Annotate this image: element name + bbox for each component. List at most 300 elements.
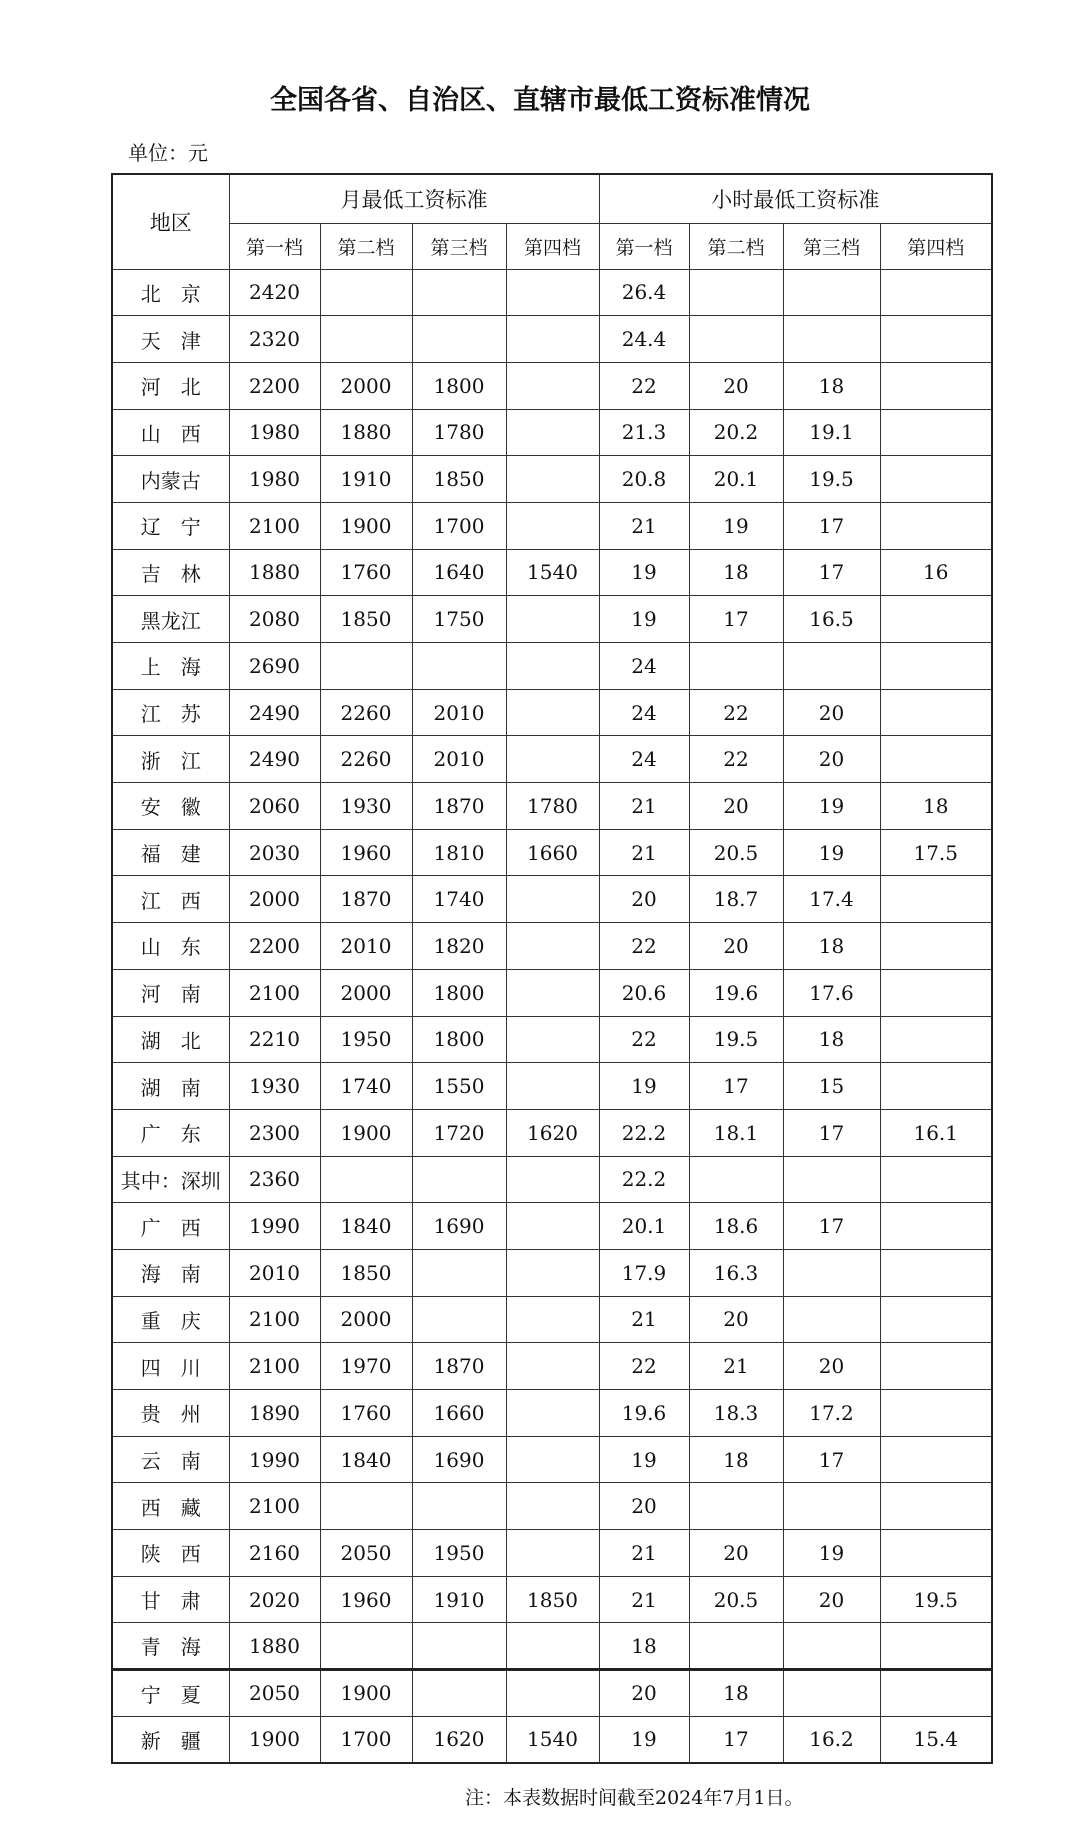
monthly-tier-2-cell: 1900 [320, 1109, 412, 1156]
hourly-tier-3-cell: 17 [783, 1436, 880, 1483]
table-row [112, 1156, 992, 1203]
table-row [112, 1063, 992, 1110]
region-cell: 宁 夏 [112, 1670, 229, 1717]
header-hourly: 小时最低工资标准 [599, 174, 992, 223]
hourly-tier-4-cell [880, 1343, 992, 1390]
hourly-tier-2-cell: 19.5 [689, 1016, 783, 1063]
footnote: 注：本表数据时间截至2024年7月1日。 [465, 1787, 804, 1809]
region-cell: 海 南 [112, 1249, 229, 1296]
unit-label: 单位：元 [128, 141, 208, 165]
hourly-tier-2-cell: 20 [689, 1530, 783, 1577]
monthly-tier-3-cell: 1820 [412, 923, 506, 970]
hourly-tier-2-cell: 18 [689, 1436, 783, 1483]
monthly-tier-3-cell: 1740 [412, 876, 506, 923]
monthly-tier-1-cell: 1980 [229, 409, 320, 456]
monthly-tier-3-cell: 1870 [412, 783, 506, 830]
monthly-tier-3-cell: 2010 [412, 736, 506, 783]
monthly-tier-1-cell: 2050 [229, 1670, 320, 1717]
monthly-tier-4-cell [506, 1670, 599, 1717]
hourly-tier-2-cell [689, 1156, 783, 1203]
hourly-tier-3-cell [783, 1156, 880, 1203]
monthly-tier-2-cell [320, 1483, 412, 1530]
monthly-tier-4-cell [506, 923, 599, 970]
table-row [112, 502, 992, 549]
monthly-tier-1-cell: 2000 [229, 876, 320, 923]
header-monthly-tier-1: 第一档 [229, 223, 320, 269]
monthly-tier-3-cell: 1690 [412, 1203, 506, 1250]
monthly-tier-3-cell [412, 316, 506, 363]
monthly-tier-2-cell: 2050 [320, 1530, 412, 1577]
monthly-tier-2-cell: 1900 [320, 502, 412, 549]
table-row [112, 269, 992, 316]
hourly-tier-2-cell: 20.2 [689, 409, 783, 456]
hourly-tier-2-cell: 17 [689, 1716, 783, 1763]
monthly-tier-2-cell: 1760 [320, 549, 412, 596]
hourly-tier-3-cell: 19 [783, 1530, 880, 1577]
hourly-tier-4-cell [880, 969, 992, 1016]
table-row [112, 1016, 992, 1063]
region-cell: 黑龙江 [112, 596, 229, 643]
monthly-tier-2-cell: 1700 [320, 1716, 412, 1763]
monthly-tier-1-cell: 2420 [229, 269, 320, 316]
monthly-tier-4-cell [506, 1249, 599, 1296]
monthly-tier-3-cell: 1810 [412, 829, 506, 876]
monthly-tier-4-cell [506, 362, 599, 409]
hourly-tier-1-cell: 21 [599, 829, 689, 876]
hourly-tier-1-cell: 22 [599, 923, 689, 970]
hourly-tier-3-cell [783, 1249, 880, 1296]
hourly-tier-3-cell: 17 [783, 1203, 880, 1250]
monthly-tier-4-cell: 1660 [506, 829, 599, 876]
hourly-tier-4-cell [880, 502, 992, 549]
monthly-tier-3-cell: 1910 [412, 1576, 506, 1623]
monthly-tier-1-cell: 2100 [229, 1343, 320, 1390]
region-cell: 陕 西 [112, 1530, 229, 1577]
monthly-tier-3-cell: 1850 [412, 456, 506, 503]
hourly-tier-2-cell: 22 [689, 736, 783, 783]
monthly-tier-3-cell [412, 643, 506, 690]
hourly-tier-4-cell [880, 1296, 992, 1343]
header-hourly-tier-3: 第三档 [783, 223, 880, 269]
hourly-tier-3-cell: 17 [783, 502, 880, 549]
monthly-tier-1-cell: 2030 [229, 829, 320, 876]
table-row [112, 1109, 992, 1156]
hourly-tier-3-cell: 20 [783, 1576, 880, 1623]
hourly-tier-4-cell: 16.1 [880, 1109, 992, 1156]
hourly-tier-3-cell: 20 [783, 736, 880, 783]
hourly-tier-1-cell: 21 [599, 783, 689, 830]
monthly-tier-2-cell: 1910 [320, 456, 412, 503]
hourly-tier-4-cell [880, 1016, 992, 1063]
region-cell: 云 南 [112, 1436, 229, 1483]
hourly-tier-1-cell: 21 [599, 1530, 689, 1577]
monthly-tier-2-cell [320, 643, 412, 690]
monthly-tier-2-cell: 1970 [320, 1343, 412, 1390]
region-cell: 湖 北 [112, 1016, 229, 1063]
monthly-tier-4-cell [506, 1016, 599, 1063]
table-row [112, 1670, 992, 1717]
region-cell: 天 津 [112, 316, 229, 363]
monthly-tier-4-cell [506, 1483, 599, 1530]
monthly-tier-4-cell [506, 736, 599, 783]
hourly-tier-2-cell: 20.5 [689, 829, 783, 876]
monthly-tier-1-cell: 2060 [229, 783, 320, 830]
hourly-tier-4-cell [880, 456, 992, 503]
monthly-tier-1-cell: 1900 [229, 1716, 320, 1763]
hourly-tier-2-cell [689, 1623, 783, 1670]
monthly-tier-1-cell: 2200 [229, 923, 320, 970]
monthly-tier-4-cell: 1850 [506, 1576, 599, 1623]
monthly-tier-4-cell [506, 269, 599, 316]
hourly-tier-1-cell: 22.2 [599, 1109, 689, 1156]
hourly-tier-2-cell: 18.7 [689, 876, 783, 923]
monthly-tier-4-cell [506, 689, 599, 736]
monthly-tier-1-cell: 2010 [229, 1249, 320, 1296]
table-row [112, 596, 992, 643]
hourly-tier-4-cell [880, 1670, 992, 1717]
monthly-tier-2-cell: 1850 [320, 1249, 412, 1296]
monthly-tier-2-cell: 2260 [320, 689, 412, 736]
region-cell: 广 东 [112, 1109, 229, 1156]
header-monthly-tier-3: 第三档 [412, 223, 506, 269]
monthly-tier-3-cell: 1720 [412, 1109, 506, 1156]
region-cell: 青 海 [112, 1623, 229, 1670]
header-monthly-tier-4: 第四档 [506, 223, 599, 269]
hourly-tier-4-cell [880, 362, 992, 409]
region-cell: 山 东 [112, 923, 229, 970]
region-cell: 安 徽 [112, 783, 229, 830]
region-cell: 吉 林 [112, 549, 229, 596]
hourly-tier-2-cell [689, 269, 783, 316]
monthly-tier-4-cell [506, 1156, 599, 1203]
monthly-tier-2-cell: 1880 [320, 409, 412, 456]
monthly-tier-3-cell [412, 1156, 506, 1203]
hourly-tier-4-cell [880, 269, 992, 316]
monthly-tier-3-cell: 1620 [412, 1716, 506, 1763]
hourly-tier-4-cell [880, 1530, 992, 1577]
hourly-tier-3-cell: 17.2 [783, 1390, 880, 1437]
table-row [112, 1296, 992, 1343]
hourly-tier-1-cell: 24 [599, 643, 689, 690]
monthly-tier-2-cell: 1740 [320, 1063, 412, 1110]
hourly-tier-2-cell: 19.6 [689, 969, 783, 1016]
hourly-tier-1-cell: 21 [599, 1576, 689, 1623]
hourly-tier-4-cell [880, 736, 992, 783]
header-hourly-tier-2: 第二档 [689, 223, 783, 269]
monthly-tier-2-cell: 2000 [320, 1296, 412, 1343]
table-row [112, 1436, 992, 1483]
table-row [112, 923, 992, 970]
hourly-tier-1-cell: 22.2 [599, 1156, 689, 1203]
hourly-tier-3-cell: 19 [783, 829, 880, 876]
hourly-tier-3-cell: 16.2 [783, 1716, 880, 1763]
monthly-tier-2-cell [320, 316, 412, 363]
monthly-tier-3-cell: 1750 [412, 596, 506, 643]
monthly-tier-2-cell: 2000 [320, 969, 412, 1016]
hourly-tier-3-cell: 15 [783, 1063, 880, 1110]
table-row [112, 969, 992, 1016]
monthly-tier-4-cell [506, 643, 599, 690]
region-cell: 新 疆 [112, 1716, 229, 1763]
hourly-tier-3-cell: 20 [783, 1343, 880, 1390]
region-cell: 甘 肃 [112, 1576, 229, 1623]
monthly-tier-2-cell: 1950 [320, 1016, 412, 1063]
region-cell: 山 西 [112, 409, 229, 456]
hourly-tier-2-cell: 17 [689, 596, 783, 643]
hourly-tier-4-cell [880, 1436, 992, 1483]
wage-table [111, 173, 993, 1764]
region-cell: 广 西 [112, 1203, 229, 1250]
header-region: 地区 [112, 174, 229, 269]
hourly-tier-3-cell [783, 316, 880, 363]
table-row [112, 549, 992, 596]
table-body [112, 269, 992, 1763]
hourly-tier-1-cell: 20.1 [599, 1203, 689, 1250]
table-row [112, 409, 992, 456]
hourly-tier-2-cell: 20.1 [689, 456, 783, 503]
monthly-tier-2-cell: 1850 [320, 596, 412, 643]
hourly-tier-4-cell [880, 596, 992, 643]
header-hourly-tier-1: 第一档 [599, 223, 689, 269]
monthly-tier-4-cell [506, 1390, 599, 1437]
monthly-tier-3-cell: 1870 [412, 1343, 506, 1390]
monthly-tier-2-cell: 1840 [320, 1203, 412, 1250]
hourly-tier-3-cell [783, 643, 880, 690]
monthly-tier-3-cell [412, 1623, 506, 1670]
region-cell: 西 藏 [112, 1483, 229, 1530]
hourly-tier-4-cell [880, 1390, 992, 1437]
region-cell: 四 川 [112, 1343, 229, 1390]
header-monthly: 月最低工资标准 [229, 174, 599, 223]
monthly-tier-1-cell: 2490 [229, 689, 320, 736]
hourly-tier-4-cell [880, 316, 992, 363]
table-row [112, 1249, 992, 1296]
monthly-tier-1-cell: 1890 [229, 1390, 320, 1437]
monthly-tier-1-cell: 2210 [229, 1016, 320, 1063]
monthly-tier-1-cell: 2490 [229, 736, 320, 783]
hourly-tier-2-cell: 16.3 [689, 1249, 783, 1296]
monthly-tier-2-cell [320, 269, 412, 316]
hourly-tier-4-cell: 15.4 [880, 1716, 992, 1763]
region-cell: 其中：深圳 [112, 1156, 229, 1203]
hourly-tier-1-cell: 18 [599, 1623, 689, 1670]
hourly-tier-1-cell: 20 [599, 876, 689, 923]
monthly-tier-4-cell [506, 1436, 599, 1483]
hourly-tier-2-cell: 19 [689, 502, 783, 549]
hourly-tier-4-cell [880, 643, 992, 690]
hourly-tier-1-cell: 21 [599, 1296, 689, 1343]
region-cell: 辽 宁 [112, 502, 229, 549]
monthly-tier-3-cell [412, 1670, 506, 1717]
hourly-tier-2-cell: 18.6 [689, 1203, 783, 1250]
hourly-tier-1-cell: 20.8 [599, 456, 689, 503]
monthly-tier-4-cell [506, 1203, 599, 1250]
hourly-tier-2-cell: 18.3 [689, 1390, 783, 1437]
region-cell: 内蒙古 [112, 456, 229, 503]
region-cell: 浙 江 [112, 736, 229, 783]
monthly-tier-1-cell: 1990 [229, 1436, 320, 1483]
monthly-tier-4-cell: 1540 [506, 549, 599, 596]
monthly-tier-2-cell: 2010 [320, 923, 412, 970]
hourly-tier-2-cell: 22 [689, 689, 783, 736]
region-cell: 江 苏 [112, 689, 229, 736]
hourly-tier-4-cell: 16 [880, 549, 992, 596]
table-row [112, 1716, 992, 1763]
monthly-tier-1-cell: 2320 [229, 316, 320, 363]
monthly-tier-1-cell: 1990 [229, 1203, 320, 1250]
monthly-tier-3-cell: 1550 [412, 1063, 506, 1110]
monthly-tier-2-cell: 1960 [320, 1576, 412, 1623]
region-cell: 福 建 [112, 829, 229, 876]
hourly-tier-2-cell: 18 [689, 549, 783, 596]
hourly-tier-3-cell: 17.4 [783, 876, 880, 923]
monthly-tier-3-cell: 1800 [412, 969, 506, 1016]
table-row [112, 1576, 992, 1623]
monthly-tier-3-cell: 1700 [412, 502, 506, 549]
hourly-tier-3-cell [783, 269, 880, 316]
monthly-tier-3-cell: 1640 [412, 549, 506, 596]
hourly-tier-1-cell: 19 [599, 549, 689, 596]
hourly-tier-1-cell: 19 [599, 1063, 689, 1110]
monthly-tier-2-cell: 1870 [320, 876, 412, 923]
hourly-tier-2-cell: 20 [689, 1296, 783, 1343]
table-row [112, 1203, 992, 1250]
table-row [112, 456, 992, 503]
monthly-tier-3-cell: 1800 [412, 1016, 506, 1063]
monthly-tier-4-cell [506, 1530, 599, 1577]
hourly-tier-1-cell: 22 [599, 1016, 689, 1063]
monthly-tier-4-cell [506, 969, 599, 1016]
table-row [112, 1623, 992, 1670]
hourly-tier-2-cell: 20 [689, 362, 783, 409]
table-row [112, 829, 992, 876]
hourly-tier-1-cell: 17.9 [599, 1249, 689, 1296]
monthly-tier-1-cell: 2160 [229, 1530, 320, 1577]
header-hourly-tier-4: 第四档 [880, 223, 992, 269]
region-cell: 重 庆 [112, 1296, 229, 1343]
hourly-tier-1-cell: 24 [599, 689, 689, 736]
hourly-tier-3-cell: 19.1 [783, 409, 880, 456]
hourly-tier-4-cell [880, 1156, 992, 1203]
hourly-tier-2-cell [689, 316, 783, 363]
monthly-tier-2-cell: 1760 [320, 1390, 412, 1437]
monthly-tier-2-cell: 1900 [320, 1670, 412, 1717]
hourly-tier-1-cell: 19 [599, 1716, 689, 1763]
table-row [112, 643, 992, 690]
hourly-tier-4-cell [880, 923, 992, 970]
hourly-tier-3-cell: 19 [783, 783, 880, 830]
monthly-tier-2-cell: 2000 [320, 362, 412, 409]
hourly-tier-3-cell: 17 [783, 549, 880, 596]
hourly-tier-3-cell: 19.5 [783, 456, 880, 503]
hourly-tier-4-cell [880, 409, 992, 456]
hourly-tier-3-cell [783, 1296, 880, 1343]
monthly-tier-2-cell: 1960 [320, 829, 412, 876]
monthly-tier-3-cell [412, 1249, 506, 1296]
region-cell: 上 海 [112, 643, 229, 690]
hourly-tier-2-cell: 18 [689, 1670, 783, 1717]
monthly-tier-1-cell: 2690 [229, 643, 320, 690]
hourly-tier-2-cell: 20 [689, 783, 783, 830]
monthly-tier-4-cell [506, 1343, 599, 1390]
monthly-tier-4-cell: 1620 [506, 1109, 599, 1156]
monthly-tier-1-cell: 1880 [229, 549, 320, 596]
monthly-tier-1-cell: 2100 [229, 502, 320, 549]
monthly-tier-1-cell: 1930 [229, 1063, 320, 1110]
monthly-tier-4-cell [506, 502, 599, 549]
hourly-tier-3-cell: 17.6 [783, 969, 880, 1016]
monthly-tier-4-cell: 1780 [506, 783, 599, 830]
monthly-tier-2-cell: 1930 [320, 783, 412, 830]
hourly-tier-1-cell: 20.6 [599, 969, 689, 1016]
monthly-tier-2-cell: 2260 [320, 736, 412, 783]
monthly-tier-4-cell [506, 1063, 599, 1110]
hourly-tier-2-cell [689, 643, 783, 690]
table-row [112, 1343, 992, 1390]
hourly-tier-1-cell: 21.3 [599, 409, 689, 456]
hourly-tier-4-cell [880, 1203, 992, 1250]
monthly-tier-3-cell: 1690 [412, 1436, 506, 1483]
region-cell: 江 西 [112, 876, 229, 923]
table-row [112, 876, 992, 923]
hourly-tier-1-cell: 24.4 [599, 316, 689, 363]
hourly-tier-4-cell: 19.5 [880, 1576, 992, 1623]
monthly-tier-1-cell: 2100 [229, 1296, 320, 1343]
table-row [112, 783, 992, 830]
monthly-tier-2-cell [320, 1156, 412, 1203]
hourly-tier-1-cell: 20 [599, 1670, 689, 1717]
monthly-tier-3-cell: 1780 [412, 409, 506, 456]
monthly-tier-4-cell [506, 1296, 599, 1343]
hourly-tier-2-cell: 17 [689, 1063, 783, 1110]
region-cell: 河 北 [112, 362, 229, 409]
hourly-tier-1-cell: 26.4 [599, 269, 689, 316]
region-cell: 北 京 [112, 269, 229, 316]
hourly-tier-3-cell [783, 1670, 880, 1717]
monthly-tier-1-cell: 1980 [229, 456, 320, 503]
monthly-tier-4-cell [506, 316, 599, 363]
monthly-tier-3-cell: 1660 [412, 1390, 506, 1437]
region-cell: 河 南 [112, 969, 229, 1016]
monthly-tier-4-cell [506, 1623, 599, 1670]
region-cell: 湖 南 [112, 1063, 229, 1110]
hourly-tier-4-cell [880, 1063, 992, 1110]
hourly-tier-2-cell: 20.5 [689, 1576, 783, 1623]
monthly-tier-3-cell: 2010 [412, 689, 506, 736]
hourly-tier-2-cell [689, 1483, 783, 1530]
monthly-tier-4-cell [506, 596, 599, 643]
monthly-tier-1-cell: 2100 [229, 1483, 320, 1530]
hourly-tier-3-cell: 18 [783, 923, 880, 970]
hourly-tier-3-cell: 18 [783, 362, 880, 409]
page-title: 全国各省、自治区、直辖市最低工资标准情况 [270, 85, 810, 116]
monthly-tier-3-cell [412, 1483, 506, 1530]
hourly-tier-1-cell: 19.6 [599, 1390, 689, 1437]
hourly-tier-3-cell: 18 [783, 1016, 880, 1063]
hourly-tier-4-cell [880, 1249, 992, 1296]
monthly-tier-4-cell: 1540 [506, 1716, 599, 1763]
hourly-tier-1-cell: 22 [599, 362, 689, 409]
table-row [112, 736, 992, 783]
hourly-tier-1-cell: 20 [599, 1483, 689, 1530]
hourly-tier-1-cell: 21 [599, 502, 689, 549]
hourly-tier-3-cell [783, 1483, 880, 1530]
table-row [112, 316, 992, 363]
table-row [112, 1530, 992, 1577]
hourly-tier-2-cell: 18.1 [689, 1109, 783, 1156]
hourly-tier-1-cell: 22 [599, 1343, 689, 1390]
monthly-tier-1-cell: 2020 [229, 1576, 320, 1623]
